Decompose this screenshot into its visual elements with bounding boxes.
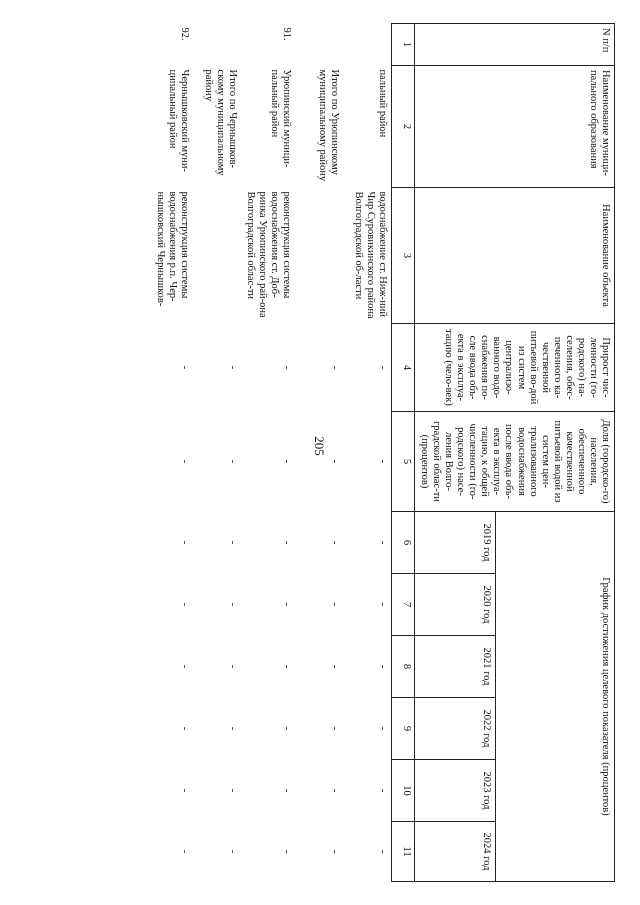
table-row (241, 24, 295, 882)
row-object (295, 188, 343, 324)
table-row (145, 24, 193, 882)
column-number: 5 (392, 412, 415, 512)
header-year: 2019 год (415, 512, 496, 574)
target-indicators-table (145, 23, 615, 882)
row-object (193, 188, 241, 324)
row-value: - (226, 664, 238, 669)
row-value: - (329, 664, 340, 669)
row-value: - (178, 365, 190, 370)
header-year: 2024 год (415, 822, 496, 882)
row-value: - (329, 726, 340, 731)
row-value: - (281, 365, 292, 370)
row-object: реконструкция системы водоснабжения р.п. Чер-нышковский Чернышков- (154, 191, 190, 307)
header-municipality: Наименование муници-пального образования (415, 66, 615, 188)
table-row (343, 24, 392, 882)
column-number: 1 (392, 24, 415, 66)
row-municipality: Урюпинский муници-пальный район (268, 69, 292, 168)
table-container (25, 23, 615, 881)
row-value: - (329, 602, 340, 607)
column-number: 2 (392, 66, 415, 188)
column-number: 6 (392, 512, 415, 574)
row-value: - (377, 726, 388, 731)
row-value: - (226, 602, 238, 607)
row-value: - (329, 540, 340, 545)
row-value: - (178, 602, 190, 607)
column-number: 8 (392, 636, 415, 698)
row-value: - (226, 540, 238, 545)
row-value: - (377, 788, 388, 793)
column-number: 4 (392, 324, 415, 412)
row-value: - (226, 459, 238, 464)
row-value: - (281, 602, 292, 607)
row-municipality: Чернышковский муни-ципальный район (166, 69, 190, 172)
row-value: - (178, 726, 190, 731)
table-row (295, 24, 343, 882)
row-value: - (329, 788, 340, 793)
header-year: 2020 год (415, 574, 496, 636)
column-number: 10 (392, 760, 415, 822)
row-value: - (178, 540, 190, 545)
header-year: 2021 год (415, 636, 496, 698)
row-number (343, 24, 392, 66)
row-value: - (281, 788, 292, 793)
row-value: - (329, 849, 340, 854)
row-value: - (281, 459, 292, 464)
row-value: - (377, 664, 388, 669)
header-population-share: Доля (городско-го) населения, обеспеченного качественной питьевой водой из систем цен-трализованного водоснабжения после ввода объ-екта в эксплуа-тацию, к общей численности (го-родского) насе-ления Волго-градской облас-ти (процентов) (415, 412, 615, 512)
row-object: реконструкция системы водоснабжения ст. Доб-ринка Урюпинского рай-она Волгоградской облас-ти (244, 191, 292, 318)
row-value: - (178, 788, 190, 793)
row-value: - (377, 602, 388, 607)
row-number: 92. (178, 27, 190, 41)
row-value: - (329, 365, 340, 370)
row-municipality: пальный район (377, 69, 388, 138)
row-value: - (226, 788, 238, 793)
row-value: - (377, 540, 388, 545)
row-value: - (226, 849, 238, 854)
row-value: - (281, 664, 292, 669)
row-number: 91. (281, 27, 292, 41)
row-value: - (178, 664, 190, 669)
header-year: 2022 год (415, 698, 496, 760)
row-value: - (377, 459, 388, 464)
column-number: 7 (392, 574, 415, 636)
row-value: - (281, 540, 292, 545)
row-value: - (178, 849, 190, 854)
column-number-row (392, 24, 415, 882)
row-value: - (281, 726, 292, 731)
row-value: - (226, 726, 238, 731)
row-number (193, 24, 241, 66)
header-target-schedule: График достижения целевого показателя (процентов) (496, 512, 615, 882)
header-number: N п/п (415, 24, 615, 66)
column-number: 3 (392, 188, 415, 324)
column-number: 11 (392, 822, 415, 882)
header-population-growth: Прирост чис-ленности (го-родского) на-селения, обес-печенного ка-чественной питьевой во-дой из систем централизо-ванного водо-снабжения по-сле ввода объ-екта в эксплуа-тацию (чело-век) (415, 324, 615, 412)
row-value: - (226, 365, 238, 370)
row-municipality: Итого по Чернышков-скому муниципальному району (202, 69, 238, 176)
row-object: водоснабжение ст. Ниж-ний Чир Суровикинского района Волгоградской об-ласти (352, 191, 388, 319)
row-value: - (329, 459, 340, 464)
row-value: - (281, 849, 292, 854)
page-number: 205 (312, 436, 327, 456)
row-value: - (377, 365, 388, 370)
table-row (193, 24, 241, 882)
row-value: - (377, 849, 388, 854)
header-object: Наименование объекта (415, 188, 615, 324)
row-value: - (178, 459, 190, 464)
row-number (295, 24, 343, 66)
header-year: 2023 год (415, 760, 496, 822)
row-municipality: Итого по Урюпинскому муниципальному району (316, 69, 340, 182)
column-number: 9 (392, 698, 415, 760)
